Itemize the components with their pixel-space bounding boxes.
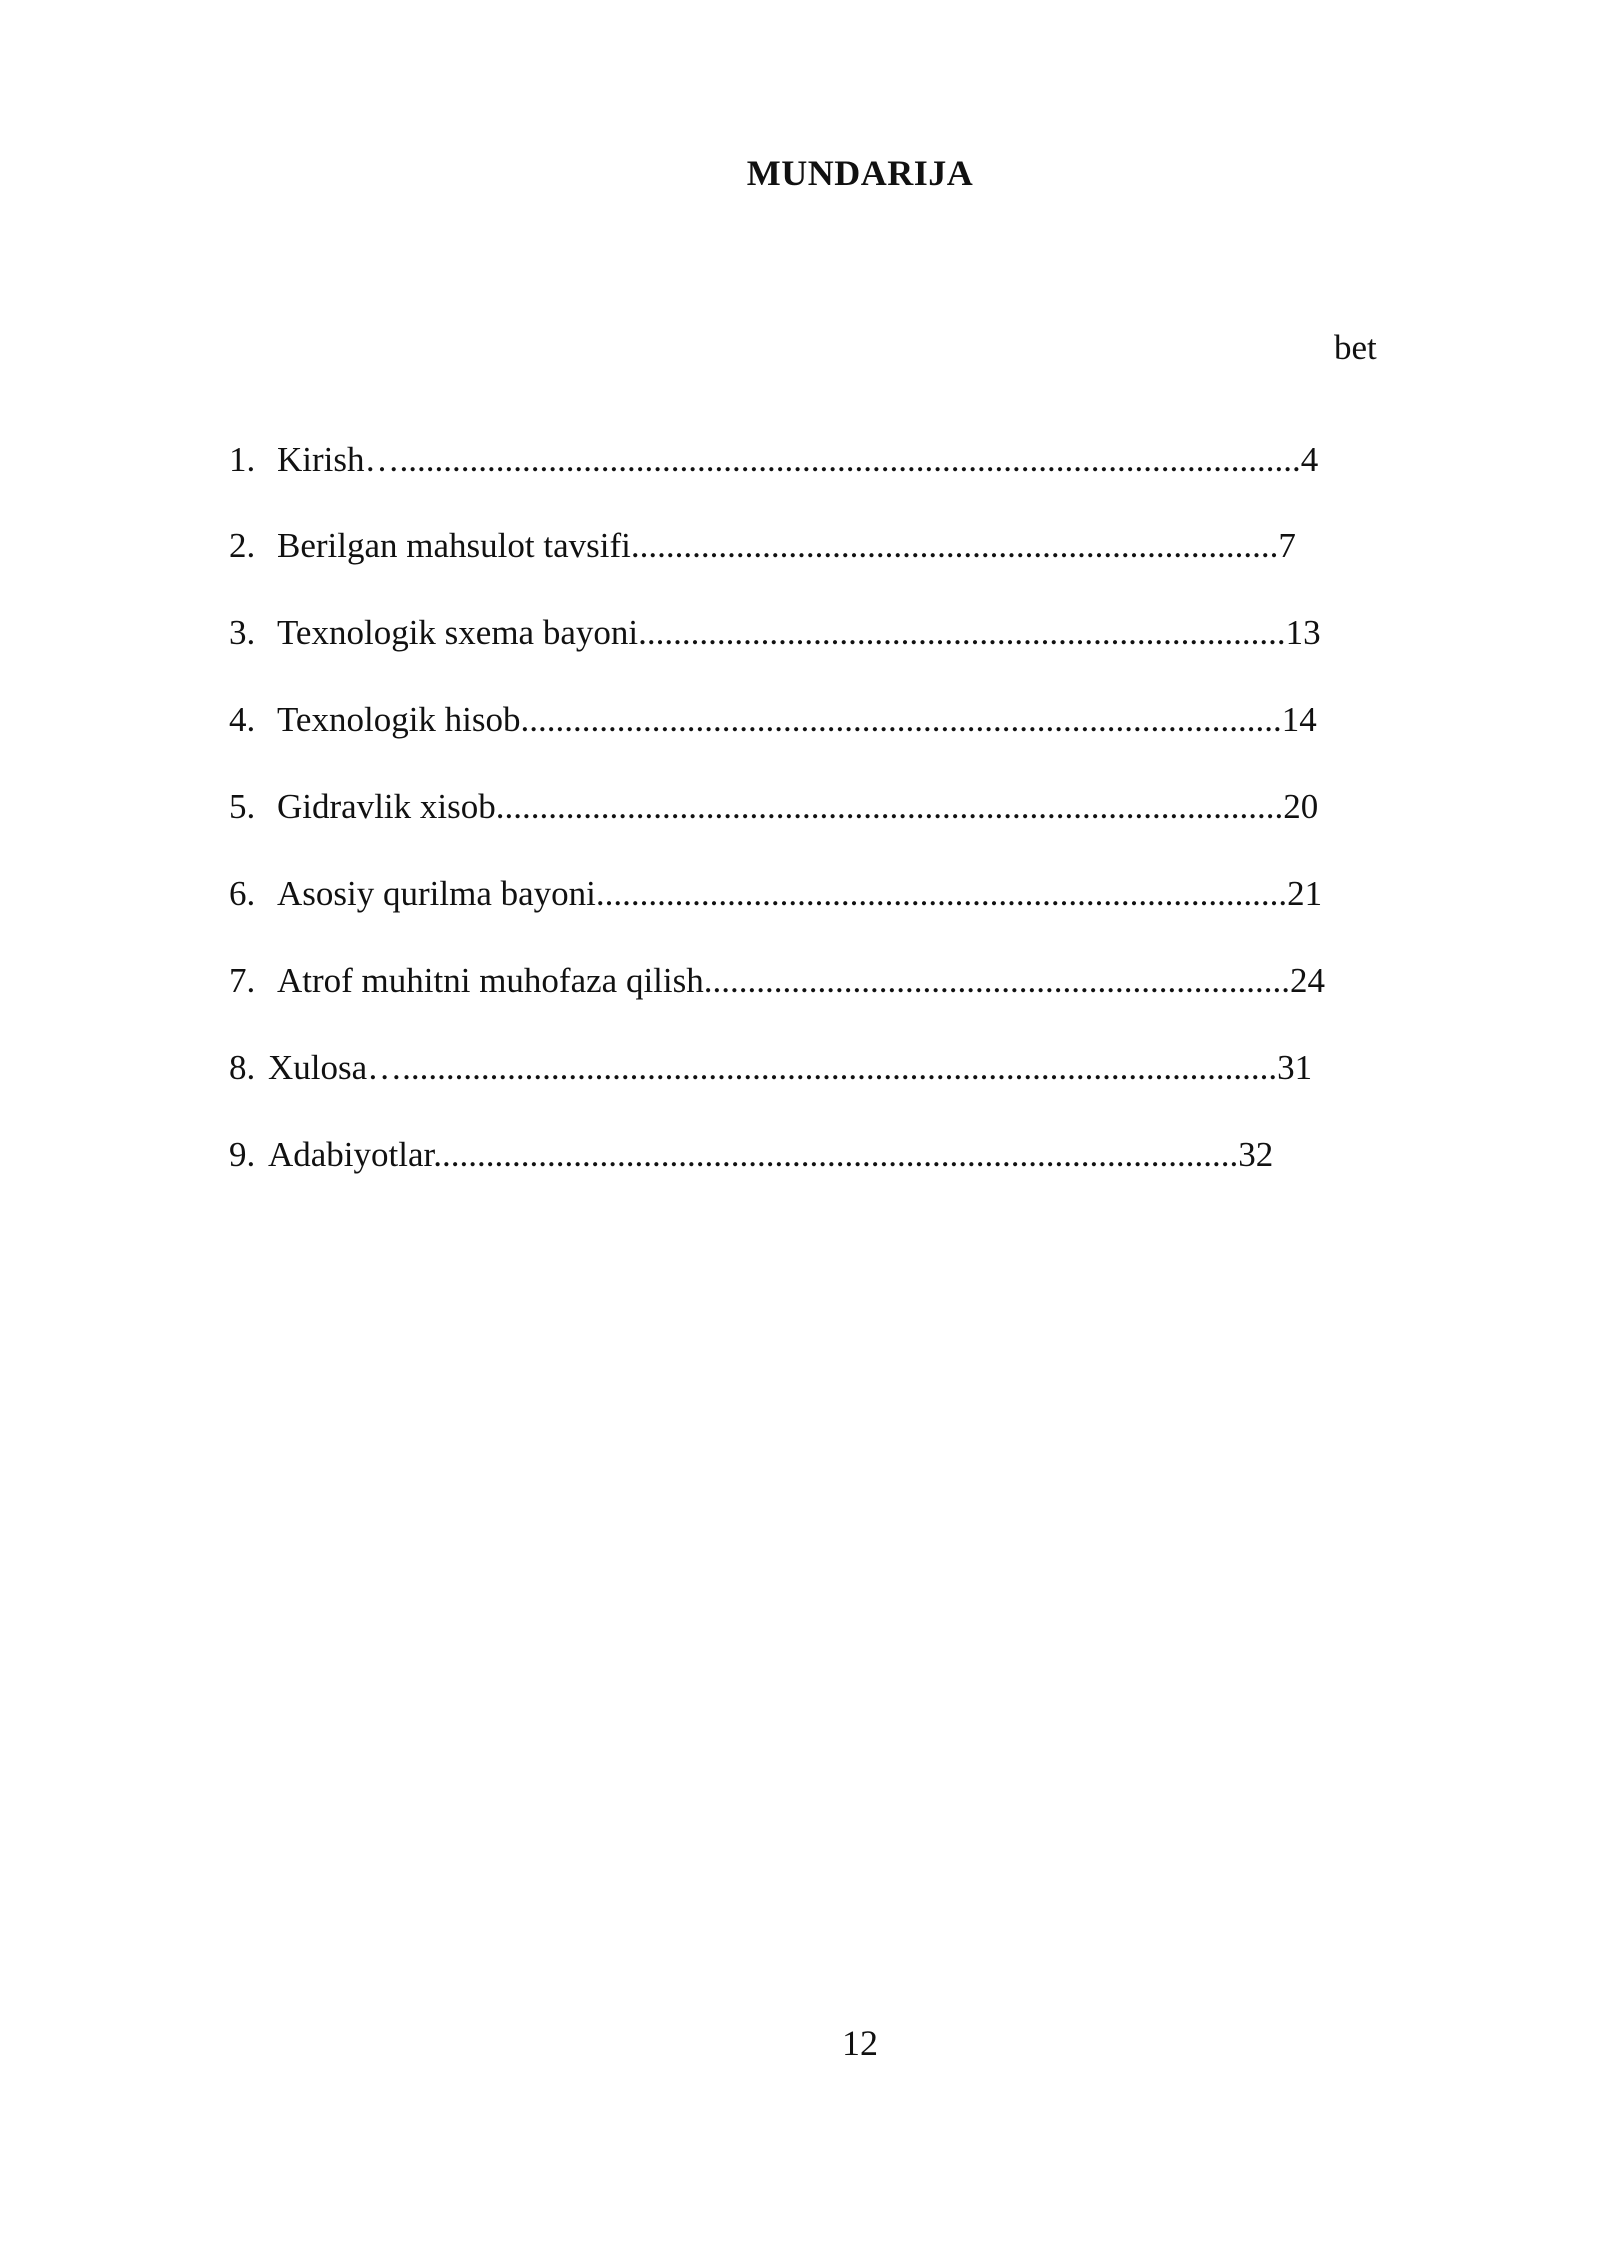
toc-leader-dots: ....................................................................................................... [399, 440, 1301, 479]
toc-leader-dots: .......................................................................... [630, 526, 1279, 565]
toc-entry-page: 32 [1238, 1135, 1274, 1174]
toc-leader-dots: .......................................................................................... [495, 787, 1284, 826]
toc-entry-number: 5. [229, 787, 256, 826]
toc-entry-number: 3. [229, 613, 256, 652]
toc-entry[interactable] [229, 951, 1407, 1011]
toc-entry-label: Texnologik hisob [277, 700, 521, 739]
toc-entry-number: 4. [229, 700, 256, 739]
toc-entry[interactable] [229, 430, 1405, 490]
toc-entry-page: 4 [1300, 440, 1319, 479]
page-title: MUNDARIJA [746, 153, 974, 193]
toc-entry-number: 7. [229, 961, 256, 1000]
toc-entry[interactable] [229, 864, 1409, 924]
toc-entry-page: 7 [1278, 526, 1296, 565]
toc-entry-label: Atrof muhitni muhofaza qilish [277, 961, 704, 1000]
toc-entry-label: Texnologik sxema bayoni [277, 613, 639, 652]
toc-leader-dots: ............................................................................... [595, 874, 1288, 913]
toc-entry-number: 2. [229, 526, 256, 565]
toc-entry-page: 24 [1289, 961, 1325, 1000]
toc-entry-label: Berilgan mahsulot tavsifi [277, 526, 631, 565]
toc-entry-number: 1. [229, 440, 256, 479]
toc-entry-label: Adabiyotlar [268, 1135, 434, 1174]
toc-entry[interactable] [229, 690, 1409, 750]
toc-leader-dots: ............................................................................................ [433, 1135, 1239, 1174]
toc-entry-page: 21 [1287, 874, 1323, 913]
toc-leader-dots: .......................................................................... [638, 613, 1286, 652]
toc-leader-dots: .................................................................................................... [402, 1048, 1278, 1087]
toc-entry-page: 13 [1285, 613, 1321, 652]
toc-leader-dots: ................................................................... [703, 961, 1290, 1000]
toc-entry-label: Kirish… [277, 440, 400, 479]
toc-entry-page: 31 [1277, 1048, 1313, 1087]
toc-entry-label: Gidravlik xisob [277, 787, 496, 826]
toc-entry[interactable] [229, 777, 1407, 837]
toc-entry[interactable] [229, 603, 1411, 663]
toc-entry-page: 14 [1281, 700, 1317, 739]
toc-entry[interactable] [229, 1038, 1389, 1098]
page-footer-number: 12 [842, 2023, 878, 2063]
toc-entry-label: Asosiy qurilma bayoni [277, 874, 596, 913]
toc-entry-page: 20 [1283, 787, 1319, 826]
toc-entry-number: 6. [229, 874, 256, 913]
toc-entry-number: 8. [229, 1048, 256, 1087]
page-column-header: bet [1334, 328, 1377, 367]
toc-leader-dots: ....................................................................................... [520, 700, 1282, 739]
toc-entry[interactable] [229, 516, 1399, 576]
toc-entry-label: Xulosa… [268, 1048, 403, 1087]
toc-entry-number: 9. [229, 1135, 256, 1174]
toc-entry[interactable] [229, 1125, 1389, 1185]
